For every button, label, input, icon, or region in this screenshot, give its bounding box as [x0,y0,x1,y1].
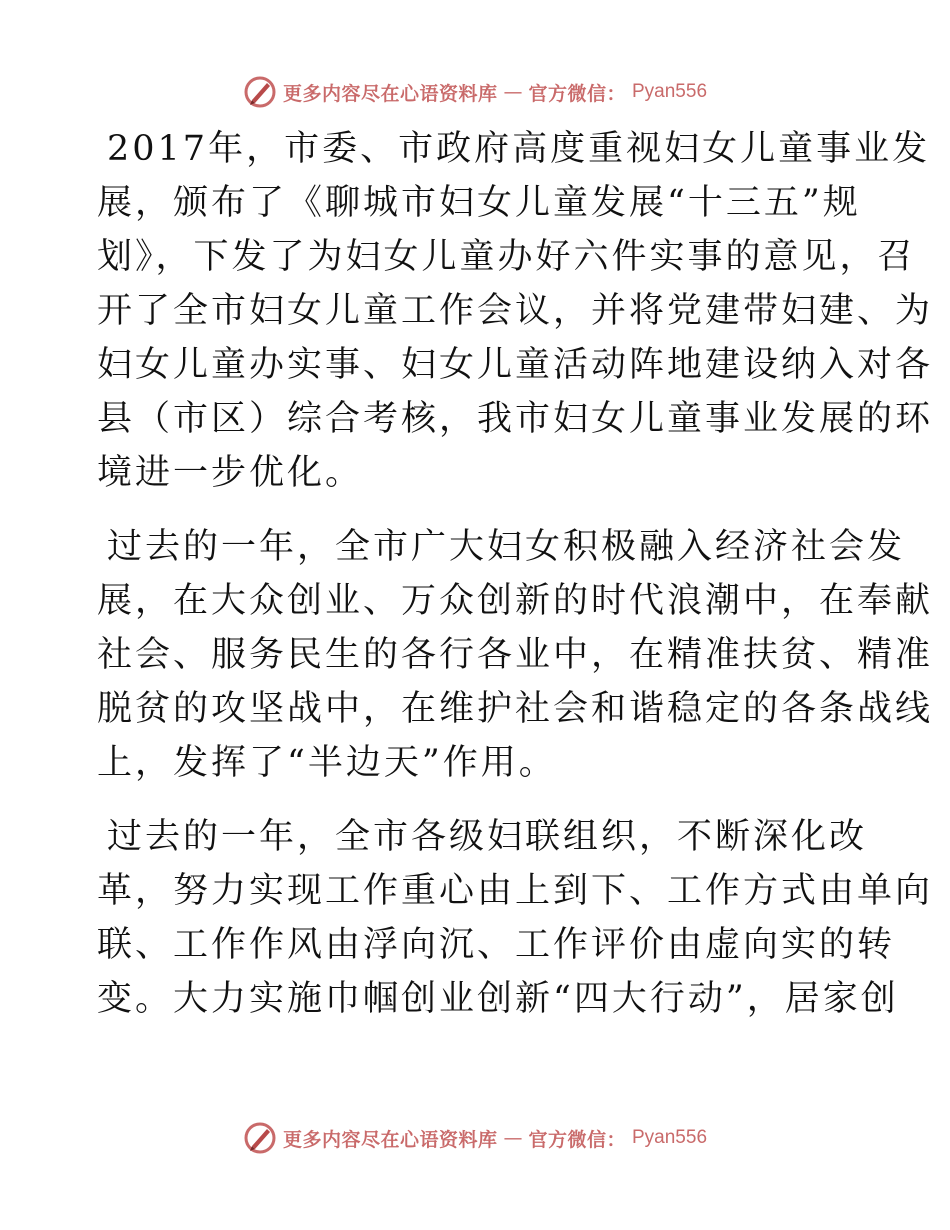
watermark-id: Pyan556 [632,1127,708,1148]
watermark-label: 官方微信： [528,1128,626,1151]
text-line: 划》，下发了为妇女儿童办好六件实事的意见，召 [97,237,916,277]
paragraph-2 [97,520,934,790]
text-line: 联、工作作风由浮向沉、工作评价由虚向实的转 [97,925,896,965]
text-line: 过去的一年，全市各级妇联组织，不断深化改 [107,817,868,857]
paragraph-3 [97,810,934,1026]
watermark-main-text: 更多内容尽在心语资料库 [282,82,498,105]
paragraph-1 [97,122,934,500]
header-watermark [0,72,950,112]
watermark-separator: — [503,1127,523,1149]
watermark-label: 官方微信： [528,82,626,105]
text-line: 革，努力实现工作重心由上到下、工作方式由单向 [97,871,934,911]
text-line: 脱贫的攻坚战中，在维护社会和谐稳定的各条战线 [97,689,934,729]
text-line: 展，在大众创业、万众创新的时代浪潮中，在奉献 [97,581,934,621]
text-line: 2017年，市委、市政府高度重视妇女儿童事业发 [107,129,931,169]
text-line: 展，颁布了《聊城市妇女儿童发展“十三五”规 [97,183,861,223]
text-line: 上，发挥了“半边天”作用。 [97,743,557,783]
watermark-id: Pyan556 [632,81,708,102]
pen-logo-icon [243,1121,277,1155]
text-line: 过去的一年，全市广大妇女积极融入经济社会发 [107,527,906,567]
watermark-separator: — [503,81,523,103]
text-line: 开了全市妇女儿童工作会议，并将党建带妇建、为 [97,291,934,331]
document-body [97,122,934,1046]
text-line: 县（市区）综合考核，我市妇女儿童事业发展的环 [97,399,934,439]
text-line: 社会、服务民生的各行各业中，在精准扶贫、精准 [97,635,934,675]
text-line: 境进一步优化。 [97,453,364,493]
pen-logo-icon [243,75,277,109]
text-line: 妇女儿童办实事、妇女儿童活动阵地建设纳入对各 [97,345,934,385]
text-line: 变。大力实施巾帼创业创新“四大行动”，居家创 [97,979,899,1019]
footer-watermark [0,1118,950,1158]
watermark-main-text: 更多内容尽在心语资料库 [282,1128,498,1151]
